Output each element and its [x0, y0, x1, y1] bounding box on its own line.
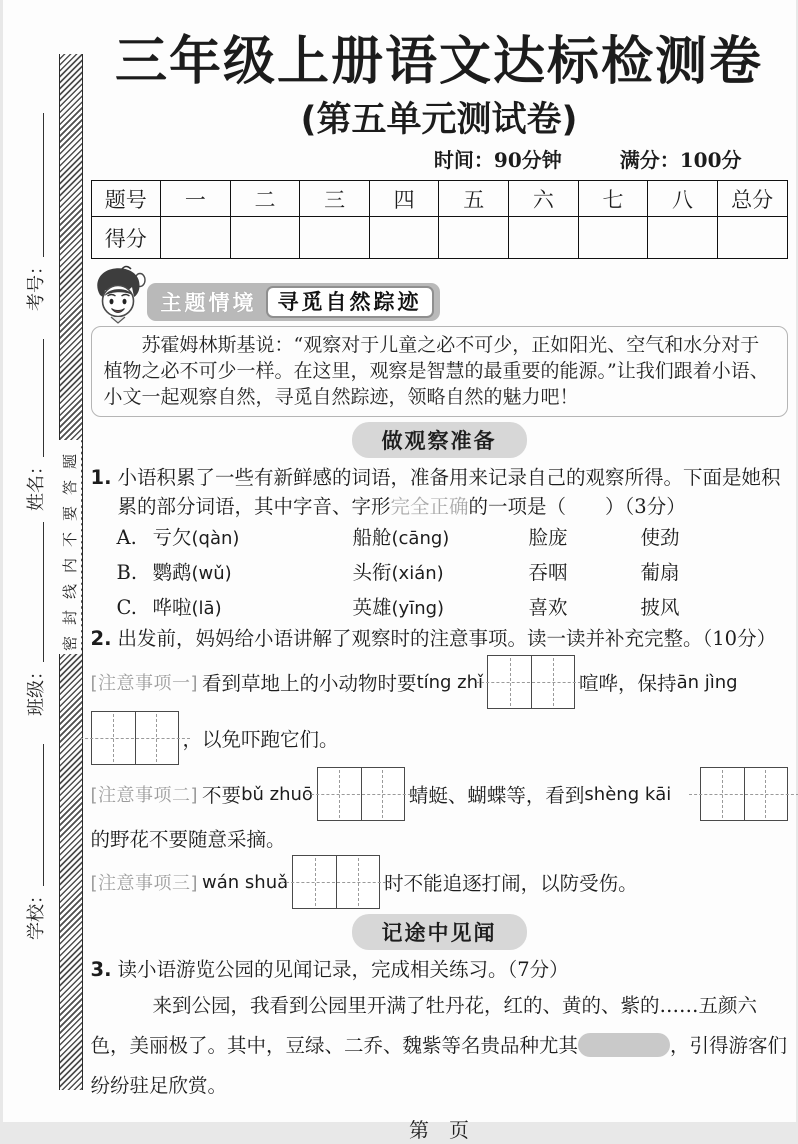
theme-badge-label: 主题情境: [160, 291, 257, 315]
option-item: 吞咽: [528, 561, 568, 584]
option-item: 葡扇: [640, 561, 680, 584]
score-header-cell: 七: [578, 181, 648, 217]
page-title: 三年级上册语文达标检测卷: [114, 32, 763, 92]
q2-text: 看到草地上的小动物时要: [202, 672, 417, 695]
option-item: 披风: [640, 596, 680, 619]
option-item: 哗啦(lā): [152, 596, 222, 619]
option-item: 英雄(yīng): [352, 596, 445, 619]
pinyin-hint: tíng zhǐ: [416, 671, 484, 693]
write-line[interactable]: [43, 744, 44, 886]
q2-text: 喧哗，保持: [579, 672, 677, 695]
score-header-cell: 五: [439, 181, 509, 217]
q2-text: 时不能追逐打闹，以防受伤。: [384, 872, 638, 895]
q1-text-before: 小语积累了一些有新鲜感的词语，准备用来记录自己的观察所得。下面是她积累的部分词语，其中字音、字形: [117, 466, 781, 518]
theme-badge-title: 寻觅自然踪迹: [266, 286, 434, 318]
q1-options: [117, 525, 788, 622]
option-item: 脸庞: [528, 526, 568, 549]
score-input-cell[interactable]: [648, 217, 718, 259]
question-number: 1.: [90, 466, 112, 489]
note-label: [注意事项三]: [90, 873, 199, 894]
score-table-header-row: [91, 181, 787, 217]
seal-field-label: 考号：: [25, 257, 47, 311]
write-line[interactable]: [43, 522, 44, 662]
full-score: 满分：100分: [619, 148, 742, 172]
exam-meta: [91, 146, 788, 174]
score-input-cell[interactable]: [439, 217, 509, 259]
answer-grid[interactable]: [487, 655, 575, 709]
score-header-cell: 六: [509, 181, 579, 217]
section-1-row: [91, 422, 788, 458]
option-label[interactable]: B.: [116, 561, 138, 584]
score-header-cell: 题号: [91, 181, 161, 217]
seal-line-text: 密封线内不要答题: [59, 440, 81, 654]
section-1-pill: 做观察准备: [352, 422, 527, 458]
seal-margin: [3, 0, 91, 1122]
section-2-pill: 记途中见闻: [352, 914, 527, 950]
question-2: [91, 624, 788, 653]
question-3: [91, 955, 788, 984]
q2-text: 不要: [202, 784, 242, 807]
answer-grid[interactable]: [700, 767, 788, 821]
score-header-cell: 总分: [717, 181, 787, 217]
score-input-cell[interactable]: [578, 217, 648, 259]
passage-text: 来到公园，我看到公园里开满了牡丹花，红的、黄的、紫的……五颜六色，美丽极了。其中，豆绿、二乔、魏紫等名贵品种尤其: [90, 994, 758, 1057]
question-number: 2.: [90, 627, 112, 650]
question-1: [91, 463, 788, 521]
q1-text-after[interactable]: 的一项是（ ）（3分）: [468, 495, 686, 518]
score-input-cell[interactable]: [369, 217, 439, 259]
seal-field-name: [22, 339, 48, 511]
option-item: 喜欢: [528, 596, 568, 619]
write-line[interactable]: [43, 113, 44, 257]
score-input-cell[interactable]: [230, 217, 300, 259]
option-item: 头衔(xián): [352, 561, 444, 584]
main-content: [91, 0, 791, 1144]
q2-item-2-line-1: [91, 767, 788, 821]
q2-text: 的野花不要随意采摘。: [90, 828, 286, 851]
score-table-score-row: [91, 217, 787, 259]
write-line[interactable]: [43, 339, 44, 457]
q2-text: ，以免吓跑它们。: [182, 728, 339, 751]
answer-grid[interactable]: [292, 855, 380, 909]
score-header-cell: 一: [161, 181, 231, 217]
option-label[interactable]: C.: [116, 596, 137, 619]
score-input-cell[interactable]: [300, 217, 370, 259]
q2-item-2-line-2: [91, 823, 788, 853]
pinyin-hint: ān jìng: [676, 671, 738, 693]
q2-item-1-line-2: [91, 711, 788, 765]
option-item: 使劲: [640, 526, 680, 549]
seal-field-class: [22, 522, 48, 716]
note-label: [注意事项一]: [90, 673, 199, 694]
covered-word-blob[interactable]: [578, 1033, 670, 1057]
score-header-cell: 三: [300, 181, 370, 217]
page-footer: 第 页: [409, 1118, 469, 1142]
q2-text: 蜻蜓、蝴蝶等，看到: [408, 784, 585, 807]
pinyin-hint: shèng kāi: [584, 783, 672, 805]
score-header-cell: 二: [230, 181, 300, 217]
score-header-cell: 八: [648, 181, 718, 217]
option-item: 鹦鹉(wǔ): [152, 561, 232, 584]
q2-item-1-line-1: [91, 655, 788, 709]
question-text: [118, 463, 788, 521]
seal-field-label: 班级：: [25, 662, 47, 716]
seal-hatch-line: [59, 54, 83, 1090]
note-label: [注意事项二]: [90, 785, 199, 806]
score-table: [91, 180, 788, 259]
mascot-boy-icon: [91, 265, 147, 325]
seal-field-label: 学校：: [25, 886, 47, 940]
question-number: 3.: [90, 958, 112, 981]
question-text: 读小语游览公园的见闻记录，完成相关练习。（7分）: [117, 958, 569, 981]
pinyin-hint: wán shuǎ: [202, 871, 289, 893]
score-input-cell[interactable]: [509, 217, 579, 259]
q3-reading-passage: [91, 986, 788, 1106]
page-subtitle: (第五单元测试卷): [300, 100, 578, 140]
seal-field-label: 姓名：: [25, 457, 47, 511]
score-row-label: 得分: [91, 217, 161, 259]
score-header-cell: 四: [369, 181, 439, 217]
option-item: 船舱(cāng): [352, 526, 450, 549]
seal-field-exam-number: [22, 113, 48, 311]
theme-badge: [147, 283, 440, 321]
section-2-row: [91, 914, 788, 950]
score-input-cell[interactable]: [161, 217, 231, 259]
seal-field-school: [22, 744, 48, 940]
pinyin-hint: bǔ zhuō: [241, 783, 313, 805]
answer-grid[interactable]: [91, 711, 179, 765]
theme-banner: [91, 271, 788, 323]
q2-item-3-line: [91, 855, 788, 909]
theme-intro-box: 苏霍姆林斯基说：“观察对于儿童之必不可少，正如阳光、空气和水分对于植物之必不可少一样。在这里，观察是智慧的最重要的能源。”让我们跟着小语、小文一起观察自然，寻觅自然踪迹，领略自然的魅力吧！: [91, 326, 788, 417]
exam-page: [3, 0, 796, 1142]
option-label[interactable]: A.: [116, 526, 137, 549]
time-limit: 时间：90分钟: [433, 148, 562, 172]
option-item: 亏欠(qàn): [152, 526, 240, 549]
answer-grid[interactable]: [317, 767, 405, 821]
q1-emphasis: 完全正确: [390, 495, 469, 518]
passage-text: ，引得游客们纷纷驻足欣赏。: [90, 1034, 788, 1097]
score-input-cell[interactable]: [717, 217, 787, 259]
question-text: 出发前，妈妈给小语讲解了观察时的注意事项。读一读并补充完整。（10分）: [117, 627, 777, 650]
